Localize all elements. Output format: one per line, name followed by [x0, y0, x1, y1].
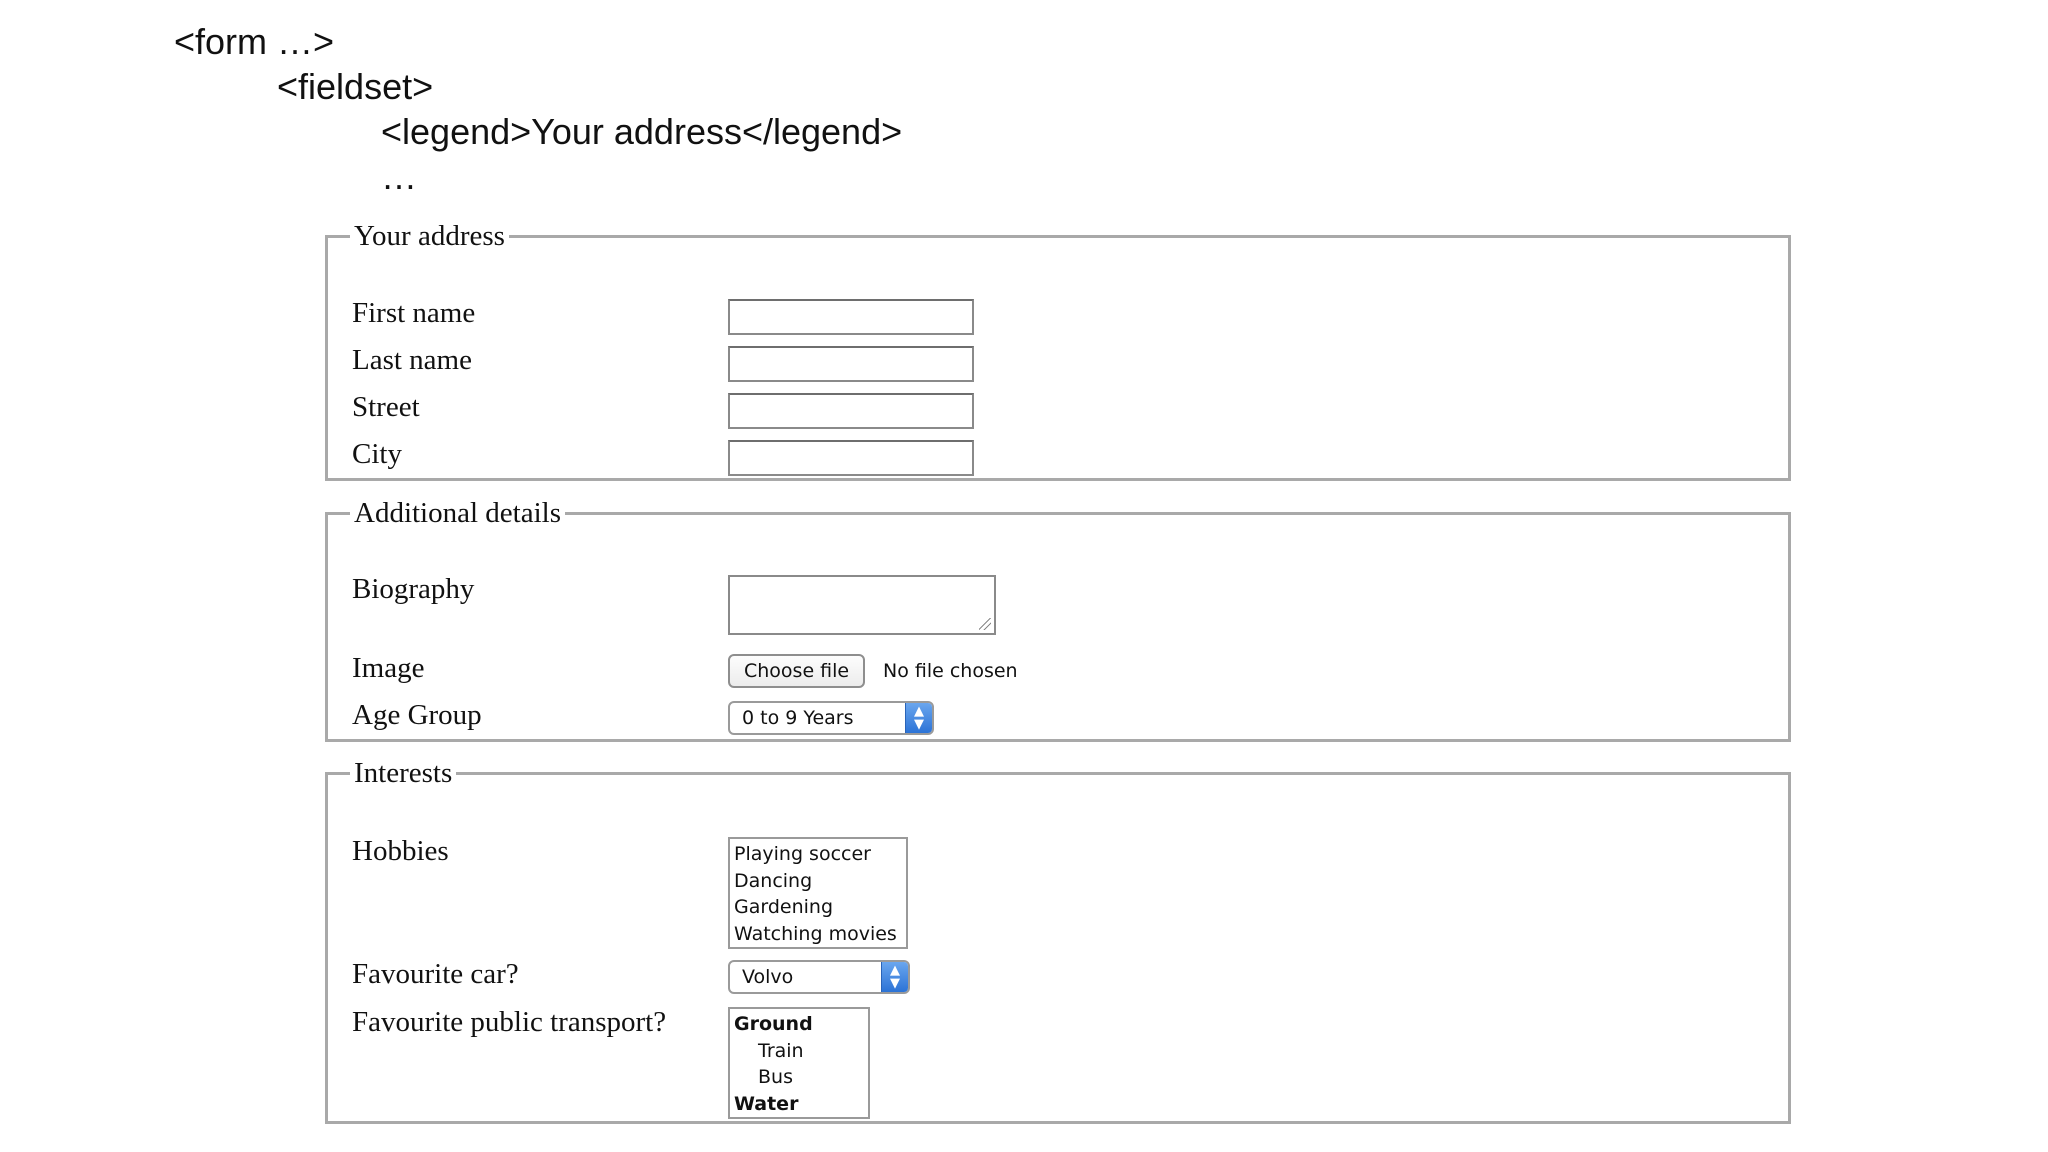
- transport-option[interactable]: Train: [758, 1039, 804, 1062]
- hobbies-label: Hobbies: [352, 835, 449, 867]
- additional-details-fieldset: [325, 498, 1791, 742]
- select-arrows-icon: ▲ ▼: [881, 962, 908, 992]
- favourite-transport-listbox[interactable]: [728, 1007, 870, 1119]
- first-name-label: First name: [352, 297, 476, 329]
- hobby-option[interactable]: Gardening: [734, 896, 834, 918]
- biography-textarea[interactable]: [728, 575, 996, 635]
- interests-fieldset: [325, 758, 1791, 1124]
- street-input[interactable]: [728, 393, 974, 429]
- hobby-option[interactable]: Watching movies: [734, 922, 897, 945]
- transport-optgroup-ground: Ground: [734, 1013, 813, 1035]
- interests-legend: Interests: [354, 757, 453, 789]
- favourite-car-select[interactable]: [728, 960, 910, 994]
- code-line-legend: <legend>Your address</legend>: [381, 111, 903, 152]
- address-legend: Your address: [354, 220, 505, 252]
- city-label: City: [352, 438, 402, 470]
- choose-file-button[interactable]: Choose file: [728, 654, 865, 688]
- age-group-select[interactable]: [728, 701, 934, 735]
- address-fieldset: [325, 221, 1791, 481]
- last-name-input[interactable]: [728, 346, 974, 382]
- file-status-text: No file chosen: [883, 660, 1018, 682]
- image-label: Image: [352, 652, 425, 684]
- hobby-option[interactable]: Playing soccer: [734, 843, 871, 865]
- age-group-selected-value: 0 to 9 Years: [742, 707, 854, 729]
- biography-label: Biography: [352, 573, 475, 605]
- favourite-transport-label: Favourite public transport?: [352, 1006, 667, 1038]
- favourite-car-label: Favourite car?: [352, 958, 519, 990]
- transport-optgroup-water: Water: [734, 1092, 799, 1115]
- hobbies-listbox[interactable]: [728, 837, 908, 949]
- code-line-form: <form …>: [174, 21, 335, 62]
- street-label: Street: [352, 391, 420, 423]
- last-name-label: Last name: [352, 344, 472, 376]
- city-input[interactable]: [728, 440, 974, 476]
- age-group-label: Age Group: [352, 699, 482, 731]
- favourite-car-selected-value: Volvo: [742, 966, 794, 988]
- code-line-ellipsis: …: [381, 156, 417, 197]
- select-arrows-icon: ▲ ▼: [905, 703, 932, 733]
- additional-details-legend: Additional details: [354, 497, 561, 529]
- first-name-input[interactable]: [728, 299, 974, 335]
- hobby-option[interactable]: Dancing: [734, 869, 813, 892]
- resize-grip-icon[interactable]: [979, 618, 991, 630]
- transport-option[interactable]: Bus: [758, 1066, 793, 1088]
- code-line-fieldset: <fieldset>: [277, 66, 434, 107]
